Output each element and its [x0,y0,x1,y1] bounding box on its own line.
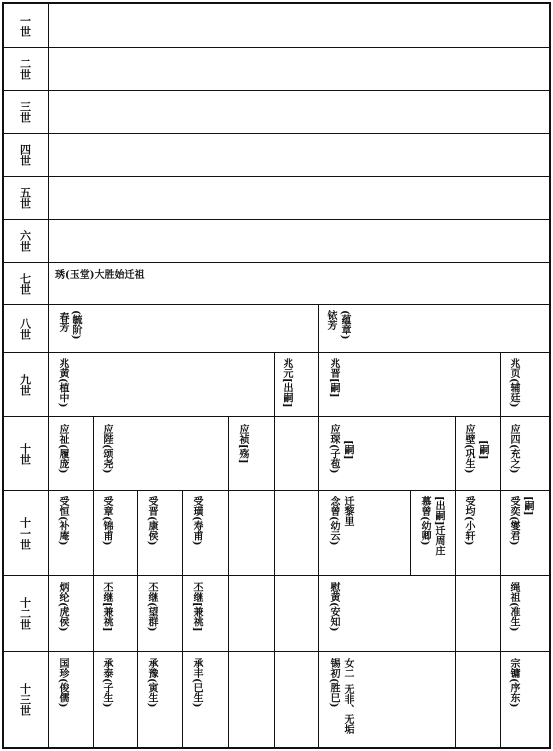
gen12-entry: 丕继[兼祧] [101,582,112,632]
frame-bottom [2,747,551,749]
gen10-entry: [嗣] [477,440,488,460]
generation-label: 十世 [18,442,32,465]
row-divider [2,262,551,263]
gen10-entry: 应陛(颂尧) [101,424,112,474]
generation-label: 八世 [18,317,32,340]
row-divider [2,651,551,652]
generation-label: 六世 [18,230,32,252]
gen11-entry: 受恒(补庵) [57,496,68,546]
gen13-entry: 承泰(子生) [101,658,112,708]
row-divider [2,575,551,576]
gen12-entry: 慰黄(安知) [328,582,339,632]
generation-label: 十二世 [18,597,32,630]
gen13-entry: 女二 [342,658,353,678]
generation-label: 七世 [18,272,32,295]
generation-label: 一世 [18,14,32,37]
row-divider [2,490,551,491]
gen9-entry: 兆元[出嗣] [281,358,292,408]
gen13-entry: 宗镛(序东) [508,658,519,708]
gen11-entry: 受章(锦甫) [101,496,112,546]
generation-label: 十一世 [18,516,32,550]
gen11-entry: 受奕(燮君) [508,496,519,546]
gen12-entry: 丕继(望群) [146,582,157,632]
cell-divider [228,416,229,749]
gen13-entry: 承丰(巳生) [191,658,202,708]
cell-divider [274,416,275,749]
row-divider [2,90,551,91]
gen11-entry: [出嗣]迁周庄 [433,496,444,556]
row-divider [2,47,551,48]
gen10-entry: 应四(充之) [508,424,519,474]
gen11-entry: 念曾(幼云) [328,496,339,546]
gen13-entry: 国珍(俊儒) [57,658,68,708]
cell-divider [318,304,319,352]
gen9-entry: 兆黄(植中) [57,358,68,408]
cell-divider [318,352,319,416]
gen10-entry: [嗣] [342,440,353,460]
cell-divider [455,416,456,749]
row-divider [2,133,551,134]
gen13-entry: 无非、无垢 [342,684,353,734]
cell-divider [274,352,275,416]
gen11-entry: 受璜(寿甫) [191,496,202,546]
gen12-entry: 丕继[兼祧] [191,582,202,632]
gen8-entry: 铱芳 [325,310,336,330]
gen10-entry: 应祉(履庞) [57,424,68,474]
gen10-entry: 应壁(巩生) [463,424,474,474]
row-divider [2,352,551,353]
row-divider [2,304,551,305]
generation-label: 十三世 [18,683,32,716]
frame-right [549,2,551,749]
gen11-entry: 迁黎里 [342,496,353,526]
gen12-entry: 炳纶(虎侯) [57,582,68,632]
gen13-entry: 承豫(寅生) [146,658,157,708]
cell-divider [182,490,183,749]
generation-label: 四世 [18,144,32,166]
cell-divider [93,416,94,749]
gen8-entry: (蕴章) [339,310,350,340]
cell-divider [137,490,138,749]
generation-label: 三世 [18,101,32,123]
cell-divider [318,416,319,749]
generation-label: 五世 [18,187,32,209]
gen11-entry: [嗣] [522,496,533,516]
gen8-entry: (毓阶) [70,310,81,340]
gen10-entry: 应祯[殇] [237,424,248,464]
generation-label: 二世 [18,58,32,80]
gen10-entry: 应琛(子苞) [328,424,339,474]
row-divider [2,219,551,220]
gen12-entry: 绳祖(准生) [508,582,519,632]
gen9-entry: 兆晋[嗣] [328,358,339,398]
row-divider [2,416,551,417]
gen11-entry: 慕曾(幼卿) [419,496,430,546]
cell-divider [410,490,411,575]
gen9-entry: 兆页(辅廷) [508,358,519,408]
row-divider [2,176,551,177]
gen7-entry: 琇(玉堂)大胜始迁祖 [55,270,145,281]
gen8-entry: 春芳 [57,312,68,332]
frame-top [2,2,551,4]
gen11-entry: 受均(小轩) [463,496,474,546]
cell-divider [500,352,501,416]
generation-column-divider [48,2,49,749]
gen13-entry: 锡初(胜巳) [328,658,339,708]
cell-divider [500,416,501,749]
gen11-entry: 受晋(康侯) [146,496,157,546]
generation-label: 九世 [18,373,32,396]
